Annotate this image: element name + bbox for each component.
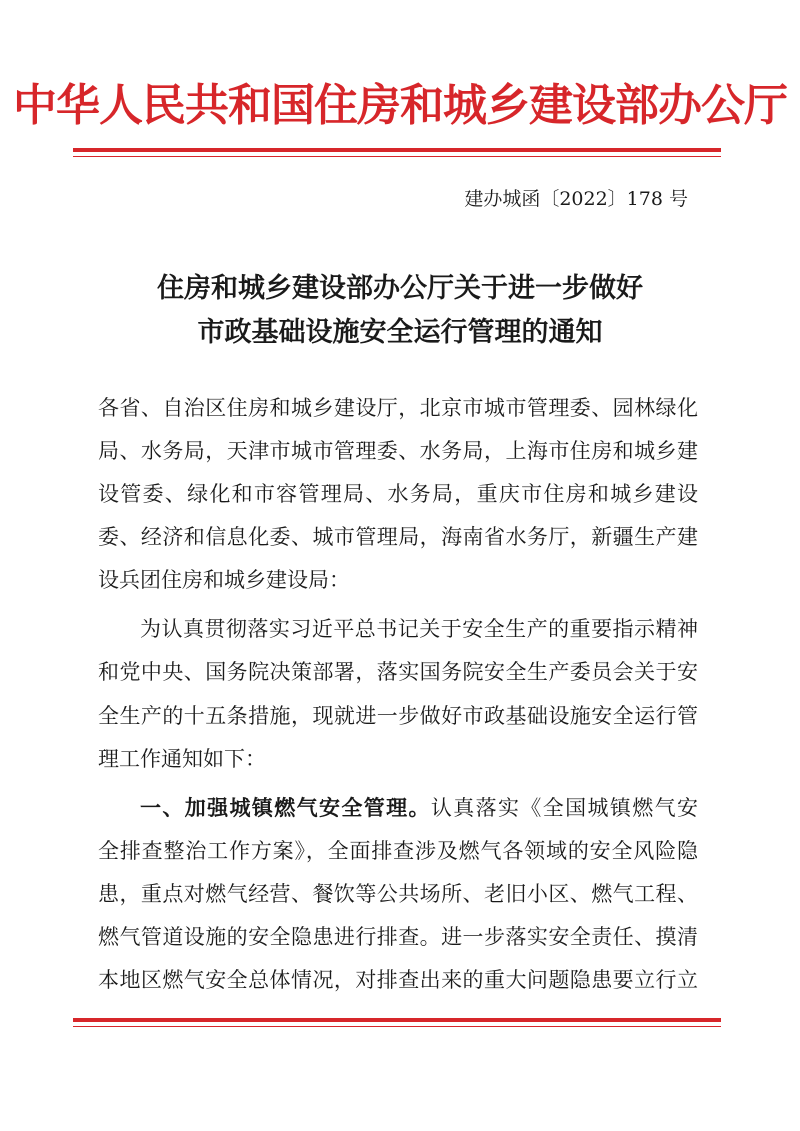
section-1-line: 燃气管道设施的安全隐患进行排查。进一步落实安全责任、摸清 xyxy=(98,925,698,949)
issuing-organization-header: 中华人民共和国住房和城乡建设部办公厅 xyxy=(13,80,787,131)
document-title xyxy=(0,267,800,355)
recipients-line: 设管委、绿化和市容管理局、水务局，重庆市住房和城乡建设 xyxy=(98,482,698,506)
document-title-line-1: 住房和城乡建设部办公厅关于进一步做好 xyxy=(157,273,643,304)
section-1-line: 本地区燃气安全总体情况，对排查出来的重大问题隐患要立行立 xyxy=(98,968,698,992)
intro-line: 为认真贯彻落实习近平总书记关于安全生产的重要指示精神 xyxy=(140,617,698,641)
intro-line: 理工作通知如下： xyxy=(98,747,266,771)
section-1-first-line xyxy=(140,793,698,823)
document-title-line-2: 市政基础设施安全运行管理的通知 xyxy=(197,317,603,348)
recipients-line: 委、经济和信息化委、城市管理局，海南省水务厅，新疆生产建 xyxy=(98,525,698,549)
intro-line: 全生产的十五条措施，现就进一步做好市政基础设施安全运行管 xyxy=(98,704,698,728)
header-rule-thin xyxy=(73,156,721,157)
footer-rule-thin xyxy=(73,1026,721,1027)
document-number: 建办城函〔2022〕178 号 xyxy=(464,188,688,210)
recipients-line: 设兵团住房和城乡建设局： xyxy=(98,568,350,592)
recipients-line: 局、水务局，天津市城市管理委、水务局，上海市住房和城乡建 xyxy=(98,439,698,463)
header-rule-thick xyxy=(73,148,721,152)
footer-rule-thick xyxy=(73,1018,721,1022)
section-1-line: 全排查整治工作方案》，全面排查涉及燃气各领域的安全风险隐 xyxy=(98,839,698,863)
recipients-line: 各省、自治区住房和城乡建设厅，北京市城市管理委、园林绿化 xyxy=(98,396,698,420)
section-1-heading: 一、加强城镇燃气安全管理。 xyxy=(140,796,431,820)
section-1-line: 患，重点对燃气经营、餐饮等公共场所、老旧小区、燃气工程、 xyxy=(98,882,698,906)
section-1-text: 认真落实《全国城镇燃气安 xyxy=(430,796,698,820)
intro-line: 和党中央、国务院决策部署，落实国务院安全生产委员会关于安 xyxy=(98,660,698,684)
